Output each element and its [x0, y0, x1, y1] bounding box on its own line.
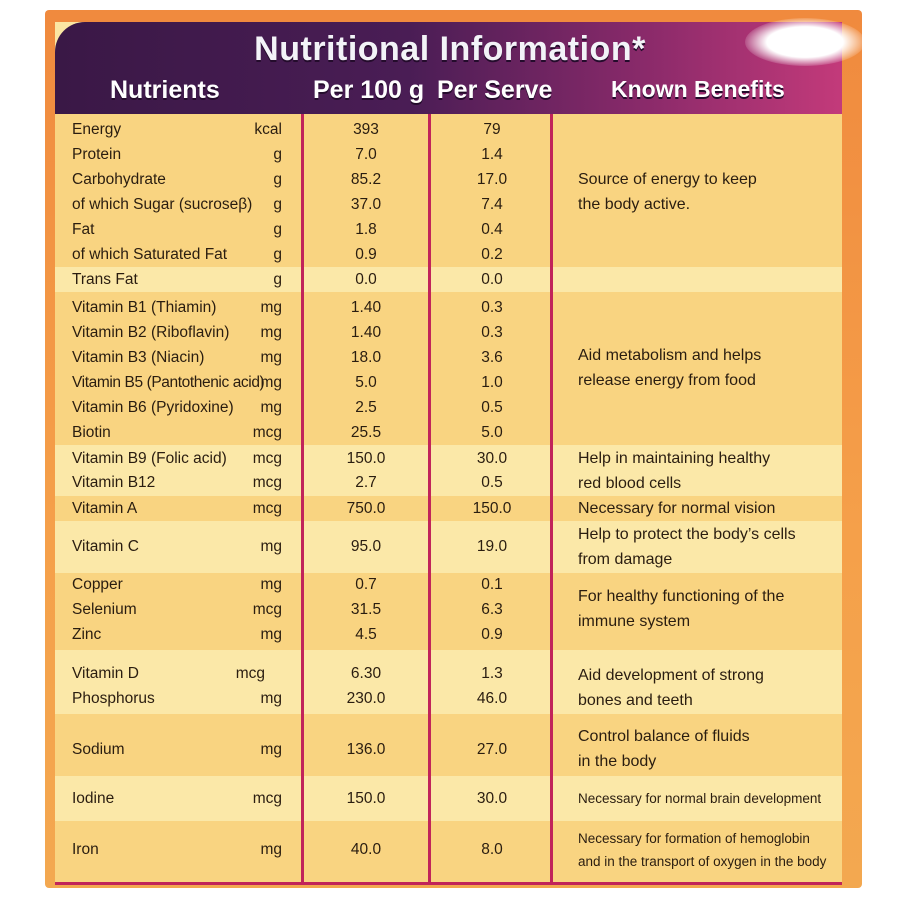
nutrient-unit: mcg — [252, 424, 282, 441]
nutrient-name: Copper — [72, 576, 123, 593]
value-per-100g: 5.0 — [355, 374, 377, 391]
value-per-100g: 0.0 — [355, 271, 377, 288]
value-per-100g: 25.5 — [350, 424, 382, 441]
table-row — [0, 662, 900, 686]
table-row — [0, 296, 900, 320]
value-per-serve: 46.0 — [476, 690, 508, 707]
value-per-100g: 230.0 — [346, 690, 386, 707]
nutrient-unit: mg — [260, 841, 282, 858]
value-per-100g: 85.2 — [350, 171, 382, 188]
benefit-energy: Source of energy to keep the body active. — [578, 171, 757, 213]
benefit-red-blood-cells: Help in maintaining healthy red blood cells — [578, 450, 771, 492]
nutrient-name: Zinc — [72, 626, 102, 643]
value-per-100g: 2.5 — [355, 399, 377, 416]
value-per-100g: 0.9 — [355, 246, 377, 263]
nutrient-unit: g — [273, 146, 282, 163]
nutrient-unit: kcal — [254, 121, 282, 138]
table-row — [0, 168, 900, 192]
value-per-serve: 0.9 — [481, 626, 503, 643]
header-nutrients: Nutrients — [110, 76, 220, 104]
nutrient-unit: mcg — [252, 601, 282, 618]
value-per-serve: 0.2 — [481, 246, 503, 263]
nutrient-name: Vitamin B2 (Riboflavin) — [72, 324, 230, 341]
nutrient-name: Sodium — [72, 741, 125, 758]
nutrient-name: Vitamin D — [72, 665, 139, 682]
nutrient-unit: mg — [260, 374, 282, 391]
value-per-serve: 79 — [483, 121, 501, 138]
nutrient-unit: mcg — [252, 450, 282, 467]
nutrient-name: Vitamin C — [72, 538, 139, 555]
nutrient-name: Vitamin B6 (Pyridoxine) — [72, 399, 234, 416]
value-per-serve: 30.0 — [476, 450, 508, 467]
benefit-metabolism: Aid metabolism and helps release energy from food — [578, 347, 762, 389]
nutrient-unit: mg — [260, 576, 282, 593]
value-per-100g: 136.0 — [346, 741, 386, 758]
table-row — [0, 687, 900, 711]
table-row — [0, 243, 900, 267]
value-per-100g: 7.0 — [355, 146, 377, 163]
value-per-100g: 1.8 — [355, 221, 377, 238]
nutrient-unit: mcg — [235, 665, 265, 682]
nutrient-name: Phosphorus — [72, 690, 155, 707]
value-per-100g: 95.0 — [350, 538, 382, 555]
table-row — [0, 268, 900, 292]
nutrient-unit: mg — [260, 349, 282, 366]
header-per-100g: Per 100 g — [313, 76, 425, 104]
header-per-serve: Per Serve — [437, 76, 553, 104]
nutrient-unit: mg — [260, 690, 282, 707]
value-per-100g: 150.0 — [346, 450, 386, 467]
table-row — [0, 321, 900, 345]
value-per-100g: 2.7 — [355, 474, 377, 491]
nutrient-name: Vitamin B9 (Folic acid) — [72, 450, 227, 467]
benefit-bones: Aid development of strong bones and teeth — [578, 667, 764, 709]
nutrient-name: Trans Fat — [72, 271, 138, 288]
value-per-serve: 7.4 — [481, 196, 503, 213]
nutrient-name: Fat — [72, 221, 95, 238]
nutrient-unit: g — [273, 171, 282, 188]
nutrient-name: Vitamin A — [72, 500, 138, 517]
nutrient-name: Energy — [72, 121, 122, 138]
value-per-serve: 0.1 — [481, 576, 503, 593]
benefit-hemoglobin: Necessary for formation of hemoglobin and in the transport of oxygen in the body — [578, 831, 827, 869]
nutrient-name: Vitamin B3 (Niacin) — [72, 349, 205, 366]
table-row — [0, 218, 900, 242]
page-title: Nutritional Information* — [254, 30, 646, 68]
nutrient-unit: mg — [260, 538, 282, 555]
benefit-immune: For healthy functioning of the immune system — [578, 588, 785, 630]
value-per-serve: 150.0 — [472, 500, 512, 517]
nutrient-name: Carbohydrate — [72, 171, 166, 188]
value-per-100g: 37.0 — [350, 196, 382, 213]
table-row — [0, 421, 900, 445]
value-per-serve: 0.0 — [481, 271, 503, 288]
value-per-serve: 0.5 — [481, 399, 503, 416]
table-row — [0, 738, 900, 762]
nutrient-name: Iron — [72, 841, 99, 858]
value-per-serve: 8.0 — [481, 841, 503, 858]
benefit-fluids: Control balance of fluids in the body — [578, 728, 750, 770]
value-per-100g: 6.30 — [350, 665, 382, 682]
value-per-serve: 27.0 — [476, 741, 508, 758]
nutrient-unit: mg — [260, 299, 282, 316]
value-per-100g: 150.0 — [346, 790, 386, 807]
value-per-serve: 0.4 — [481, 221, 503, 238]
value-per-100g: 4.5 — [355, 626, 377, 643]
value-per-serve: 30.0 — [476, 790, 508, 807]
nutrient-unit: g — [273, 271, 282, 288]
value-per-serve: 5.0 — [481, 424, 503, 441]
value-per-100g: 1.40 — [350, 299, 382, 316]
nutrient-name: Iodine — [72, 790, 115, 807]
value-per-100g: 393 — [353, 121, 379, 138]
nutrient-name: of which Sugar (sucroseβ) — [72, 196, 253, 213]
nutrient-name: Selenium — [72, 601, 137, 618]
value-per-serve: 1.0 — [481, 374, 503, 391]
value-per-serve: 17.0 — [476, 171, 508, 188]
nutrient-unit: mg — [260, 324, 282, 341]
nutrient-name: of which Saturated Fat — [72, 246, 228, 263]
nutrient-unit: g — [273, 246, 282, 263]
nutrient-name: Vitamin B5 (Pantothenic acid) — [72, 374, 265, 391]
nutrient-name: Protein — [72, 146, 122, 163]
table-row — [0, 143, 900, 167]
value-per-serve: 0.3 — [481, 299, 503, 316]
nutrient-name: Biotin — [72, 424, 111, 441]
benefit-vision: Necessary for normal vision — [578, 500, 776, 517]
value-per-serve: 0.5 — [481, 474, 503, 491]
table-row — [0, 396, 900, 420]
value-per-100g: 750.0 — [346, 500, 386, 517]
nutrient-unit: mcg — [252, 790, 282, 807]
nutrient-unit: mg — [260, 741, 282, 758]
nutrient-name: Vitamin B12 — [72, 474, 156, 491]
benefit-brain: Necessary for normal brain development — [578, 791, 822, 806]
header-known-benefits: Known Benefits — [611, 76, 785, 102]
table-row — [0, 346, 900, 370]
value-per-serve: 1.4 — [481, 146, 503, 163]
table-row — [0, 371, 900, 395]
value-per-serve: 1.3 — [481, 665, 503, 682]
nutrient-name: Vitamin B1 (Thiamin) — [72, 299, 217, 316]
value-per-100g: 18.0 — [350, 349, 382, 366]
value-per-serve: 19.0 — [476, 538, 508, 555]
nutrient-unit: g — [273, 221, 282, 238]
nutrient-unit: mg — [260, 626, 282, 643]
value-per-serve: 6.3 — [481, 601, 503, 618]
nutrient-unit: mcg — [252, 474, 282, 491]
value-per-100g: 40.0 — [350, 841, 382, 858]
value-per-100g: 31.5 — [350, 601, 382, 618]
benefit-cell-protection: Help to protect the body’s cells from damage — [578, 526, 796, 568]
value-per-100g: 0.7 — [355, 576, 377, 593]
value-per-serve: 3.6 — [481, 349, 503, 366]
table-row — [0, 118, 900, 142]
table-row — [0, 193, 900, 217]
nutrient-unit: g — [273, 196, 282, 213]
nutrient-unit: mg — [260, 399, 282, 416]
value-per-serve: 0.3 — [481, 324, 503, 341]
nutrient-unit: mcg — [252, 500, 282, 517]
table-bottom-border — [55, 882, 842, 885]
value-per-100g: 1.40 — [350, 324, 382, 341]
